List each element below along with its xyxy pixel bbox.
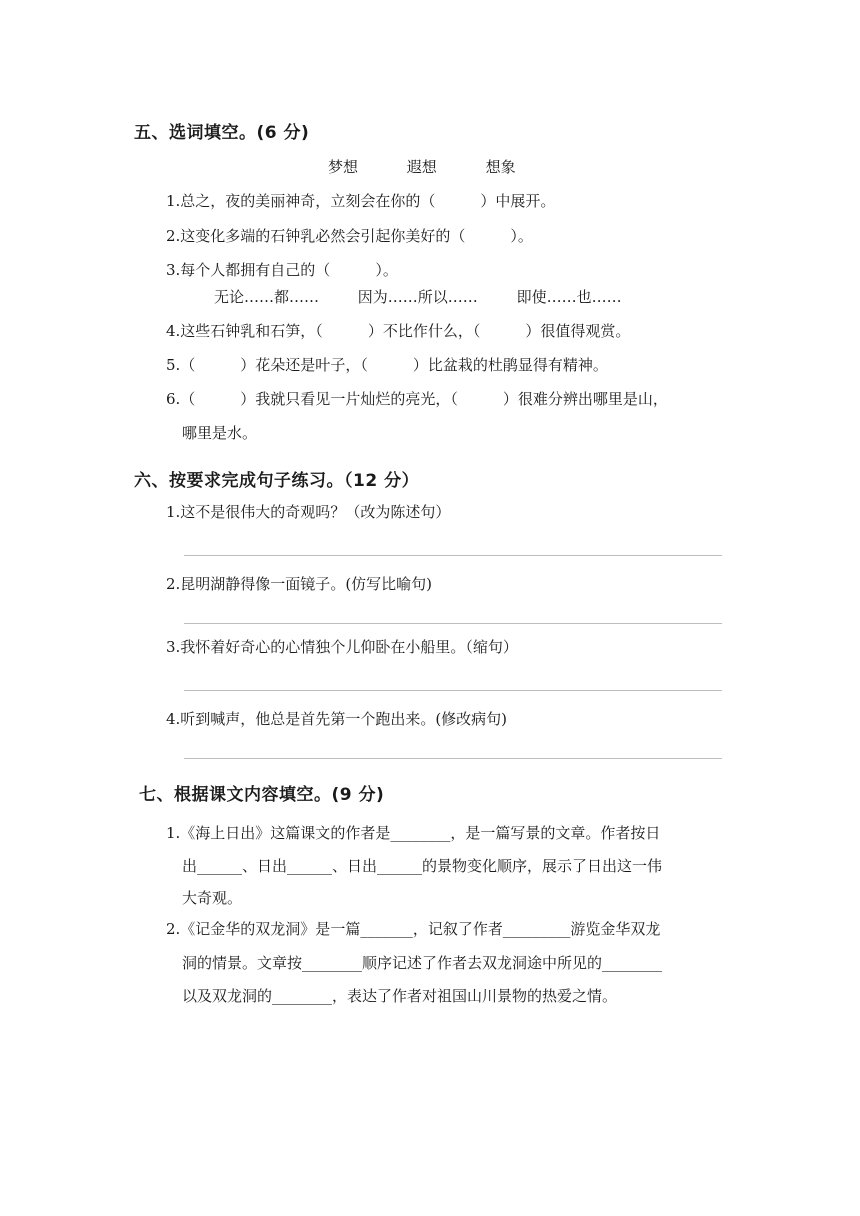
answer-line[interactable] [184,690,722,691]
question-6-2: 2.昆明湖静得像一面镜子。(仿写比喻句) [166,575,433,593]
question-7-1-line-2: 出______、日出______、日出______的景物变化顺序，展示了日出这一伟 [182,857,663,875]
answer-line[interactable] [184,623,722,624]
question-7-1-line-3: 大奇观。 [182,889,243,907]
question-7-1-line-1: 1.《海上日出》这篇课文的作者是________，是一篇写景的文章。作者按日 [166,824,661,842]
answer-line[interactable] [184,758,722,759]
question-5-6: 6.（ ）我就只看见一片灿烂的亮光，（ ）很难分辨出哪里是山， [166,390,668,408]
question-5-3: 3.每个人都拥有自己的（ ）。 [166,261,398,279]
answer-line[interactable] [184,555,722,556]
word-bank-1 [328,156,516,177]
question-7-2-line-1: 2.《记金华的双龙洞》是一篇_______，记叙了作者_________游览金华双龙 [166,920,661,938]
question-5-5: 5.（ ）花朵还是叶子，（ ）比盆栽的杜鹃显得有精神。 [166,356,608,374]
word-bank-2 [214,286,622,307]
question-5-2: 2.这变化多端的石钟乳必然会引起你美好的（ ）。 [166,227,533,245]
question-6-4: 4.听到喊声，他总是首先第一个跑出来。(修改病句) [166,710,508,728]
section-6-title: 六、按要求完成句子练习。（12 分） [134,471,420,491]
question-7-2-line-2: 洞的情景。文章按________顺序记述了作者去双龙洞途中所见的________ [182,954,663,972]
word-bank-2-item: 即使……也…… [516,288,622,306]
word-bank-1-item: 梦想 [328,158,359,176]
section-7-title: 七、根据课文内容填空。(9 分) [139,785,385,805]
question-7-2-line-3: 以及双龙洞的________，表达了作者对祖国山川景物的热爱之情。 [182,987,618,1005]
word-bank-2-item: 因为……所以…… [357,288,478,306]
section-5-title: 五、选词填空。(6 分) [134,123,310,143]
word-bank-2-item: 无论……都…… [214,288,320,306]
question-5-4: 4.这些石钟乳和石笋，（ ）不比作什么，（ ）很值得观赏。 [166,322,631,340]
question-5-6-cont: 哪里是水。 [182,424,258,442]
question-6-1: 1.这不是很伟大的奇观吗？（改为陈述句） [166,503,451,521]
question-6-3: 3.我怀着好奇心的心情独个儿仰卧在小船里。（缩句） [166,638,518,656]
question-5-1: 1.总之，夜的美丽神奇，立刻会在你的（ ）中展开。 [166,192,556,210]
word-bank-1-item: 遐想 [406,158,437,176]
word-bank-1-item: 想象 [485,158,516,176]
